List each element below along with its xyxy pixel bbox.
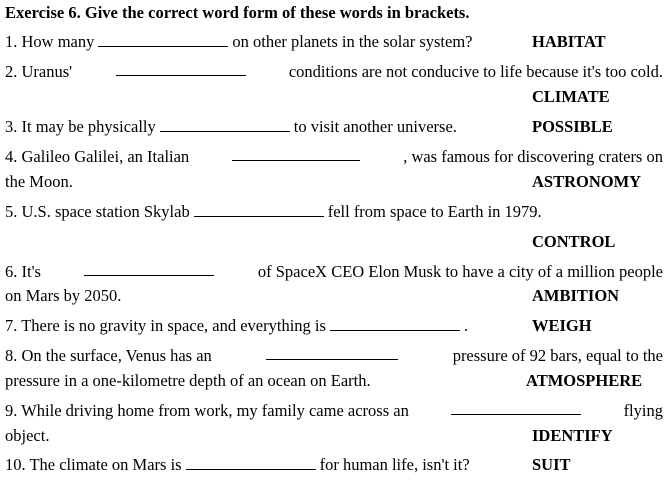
question-7 xyxy=(5,315,468,337)
exercise-title: Exercise 6. Give the correct word form of these words in brackets. xyxy=(5,3,470,22)
q10-text-before: 10. The climate on Mars is xyxy=(5,455,182,474)
q2-text-before: 2. Uranus' xyxy=(5,62,73,81)
q7-word: WEIGH xyxy=(532,316,592,335)
q4-text-before: 4. Galileo Galilei, an Italian xyxy=(5,147,190,166)
q8-continuation: pressure in a one-kilometre depth of an ocean on Earth. xyxy=(5,371,371,390)
q8-text-after: pressure of 92 bars, equal to the xyxy=(452,346,663,365)
question-8 xyxy=(5,345,663,367)
q4-continuation: the Moon. xyxy=(5,172,73,191)
q7-text-before: 7. There is no gravity in space, and everything is xyxy=(5,316,326,335)
q10-word: SUIT xyxy=(532,455,571,474)
q2-text-after: conditions are not conducive to life because it's too cold. xyxy=(288,62,663,81)
q3-text-before: 3. It may be physically xyxy=(5,117,156,136)
q6-text-before: 6. It's xyxy=(5,262,41,281)
q10-text-after: for human life, isn't it? xyxy=(319,455,470,474)
q3-text-after: to visit another universe. xyxy=(293,117,457,136)
q9-word: IDENTIFY xyxy=(532,426,613,445)
q6-word: AMBITION xyxy=(532,286,620,305)
q9-continuation: object. xyxy=(5,426,50,445)
q8-blank xyxy=(266,345,398,360)
q4-word: ASTRONOMY xyxy=(532,172,642,191)
q3-blank xyxy=(160,117,290,132)
q1-text-after: on other planets in the solar system? xyxy=(232,32,473,51)
q6-text-after: of SpaceX CEO Elon Musk to have a city of a million people xyxy=(257,262,663,281)
q7-text-after: . xyxy=(463,316,469,335)
q5-word: CONTROL xyxy=(532,232,616,251)
question-10 xyxy=(5,454,470,476)
q1-blank xyxy=(98,32,228,47)
q2-blank xyxy=(116,61,246,76)
q6-blank xyxy=(84,261,214,276)
q8-word: ATMOSPHERE xyxy=(526,371,643,390)
question-3 xyxy=(5,116,457,138)
question-1 xyxy=(5,31,473,53)
q5-text-after: fell from space to Earth in 1979. xyxy=(327,202,542,221)
q1-word: HABITAT xyxy=(532,32,606,51)
question-4 xyxy=(5,146,663,168)
q5-text-before: 5. U.S. space station Skylab xyxy=(5,202,190,221)
q2-word: CLIMATE xyxy=(532,87,610,106)
q4-blank xyxy=(232,146,360,161)
q6-continuation: on Mars by 2050. xyxy=(5,286,122,305)
q5-blank xyxy=(194,202,324,217)
q4-text-after: , was famous for discovering craters on xyxy=(403,147,663,166)
question-6 xyxy=(5,261,663,283)
q1-text-before: 1. How many xyxy=(5,32,95,51)
q10-blank xyxy=(186,455,316,470)
q8-text-before: 8. On the surface, Venus has an xyxy=(5,346,212,365)
q9-blank xyxy=(451,400,581,415)
q7-blank xyxy=(330,316,460,331)
question-5 xyxy=(5,201,542,223)
question-9 xyxy=(5,400,663,422)
q3-word: POSSIBLE xyxy=(532,117,613,136)
question-2 xyxy=(5,61,663,83)
q9-text-after: flying xyxy=(623,401,663,420)
q9-text-before: 9. While driving home from work, my family came across an xyxy=(5,401,409,420)
